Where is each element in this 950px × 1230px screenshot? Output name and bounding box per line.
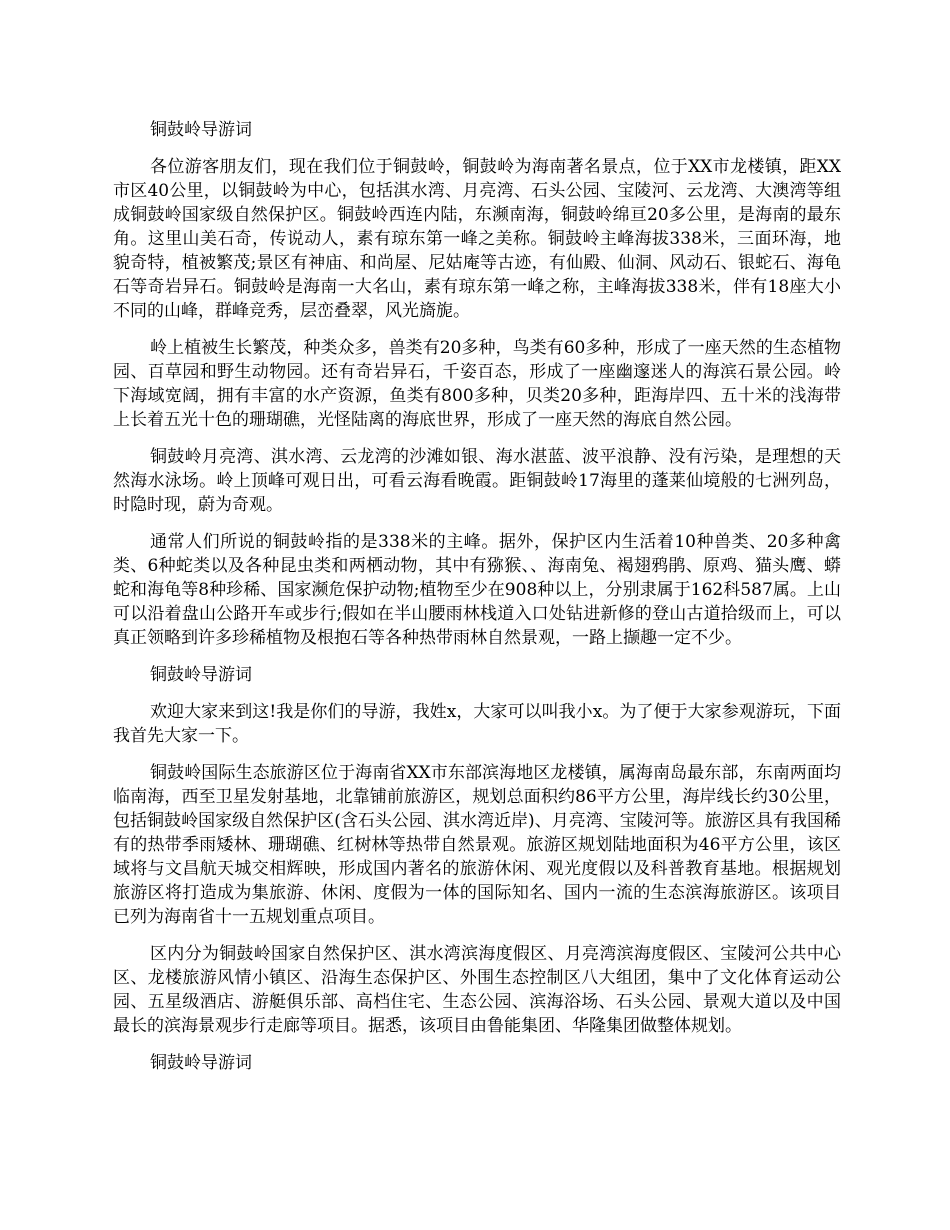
paragraph: 各位游客朋友们，现在我们位于铜鼓岭，铜鼓岭为海南著名景点，位于XX市龙楼镇，距XX市区40公里，以铜鼓岭为中心，包括淇水湾、月亮湾、石头公园、宝陵河、云龙湾、大澳湾等组成铜鼓岭国家级自然保护区。铜鼓岭西连内陆，东濒南海，铜鼓岭绵亘20多公里，是海南的最东角。这里山美石奇，传说动人，素有琼东第一峰之美称。铜鼓岭主峰海拔338米，三面环海，地貌奇特，植被繁茂;景区有神庙、和尚屋、尼姑庵等古迹，有仙殿、仙洞、风动石、银蛇石、海龟石等奇岩异石。铜鼓岭是海南一大名山，素有琼东第一峰之称，主峰海拔338米，伴有18座大小不同的山峰，群峰竞秀，层峦叠翠，风光旖旎。 [113,157,841,321]
paragraph: 岭上植被生长繁茂，种类众多，兽类有20多种，鸟类有60多种，形成了一座天然的生态植物园、百草园和野生动物园。还有奇岩异石，千姿百态，形成了一座幽邃迷人的海滨石景公园。岭下海域宽阔，拥有丰富的水产资源，鱼类有800多种，贝类20多种，距海岸四、五十米的浅海带上长着五光十色的珊瑚礁，光怪陆离的海底世界，形成了一座天然的海底自然公园。 [113,338,841,430]
paragraph: 铜鼓岭国际生态旅游区位于海南省XX市东部滨海地区龙楼镇，属海南岛最东部，东南两面均临南海，西至卫星发射基地，北靠铺前旅游区，规划总面积约86平方公里，海岸线长约30公里，包括铜鼓岭国家级自然保护区(含石头公园、淇水湾近岸)、月亮湾、宝陵河等。旅游区具有我国稀有的热带季雨矮林、珊瑚礁、红树林等热带自然景观。旅游区规划陆地面积为46平方公里，该区域将与文昌航天城交相辉映，形成国内著名的旅游休闲、观光度假以及科普教育基地。根据规划旅游区将打造成为集旅游、休闲、度假为一体的国际知名、国内一流的生态滨海旅游区。该项目已列为海南省十一五规划重点项目。 [113,763,841,927]
paragraph: 欢迎大家来到这!我是你们的导游，我姓x，大家可以叫我小x。为了便于大家参观游玩，下面我首先大家一下。 [113,702,841,746]
section-heading: 铜鼓岭导游词 [150,120,252,140]
paragraph: 铜鼓岭月亮湾、淇水湾、云龙湾的沙滩如银、海水湛蓝、波平浪静、没有污染，是理想的天然海水泳场。岭上顶峰可观日出，可看云海看晚霞。距铜鼓岭17海里的蓬莱仙境般的七洲列岛，时隐时现，蔚为奇观。 [113,447,841,515]
section-heading: 铜鼓岭导游词 [150,1053,252,1073]
paragraph: 通常人们所说的铜鼓岭指的是338米的主峰。据外，保护区内生活着10种兽类、20多种禽类、6种蛇类以及各种昆虫类和两栖动物，其中有猕猴、、海南兔、褐翅鸦鹃、原鸡、猫头鹰、蟒蛇和海龟等8种珍稀、国家濒危保护动物;植物至少在908种以上，分别隶属于162科587属。上山可以沿着盘山公路开车或步行;假如在半山腰雨林栈道入口处钻进新修的登山古道拾级而上，可以真正领略到许多珍稀植物及根抱石等各种热带雨林自然景观，一路上撷趣一定不少。 [113,532,841,648]
paragraph: 区内分为铜鼓岭国家自然保护区、淇水湾滨海度假区、月亮湾滨海度假区、宝陵河公共中心区、龙楼旅游风情小镇区、沿海生态保护区、外围生态控制区八大组团，集中了文化体育运动公园、五星级酒店、游艇俱乐部、高档住宅、生态公园、滨海浴场、石头公园、景观大道以及中国最长的滨海景观步行走廊等项目。据悉，该项目由鲁能集团、华隆集团做整体规划。 [113,944,841,1036]
section-heading: 铜鼓岭导游词 [150,665,252,685]
document-page [113,118,841,1088]
